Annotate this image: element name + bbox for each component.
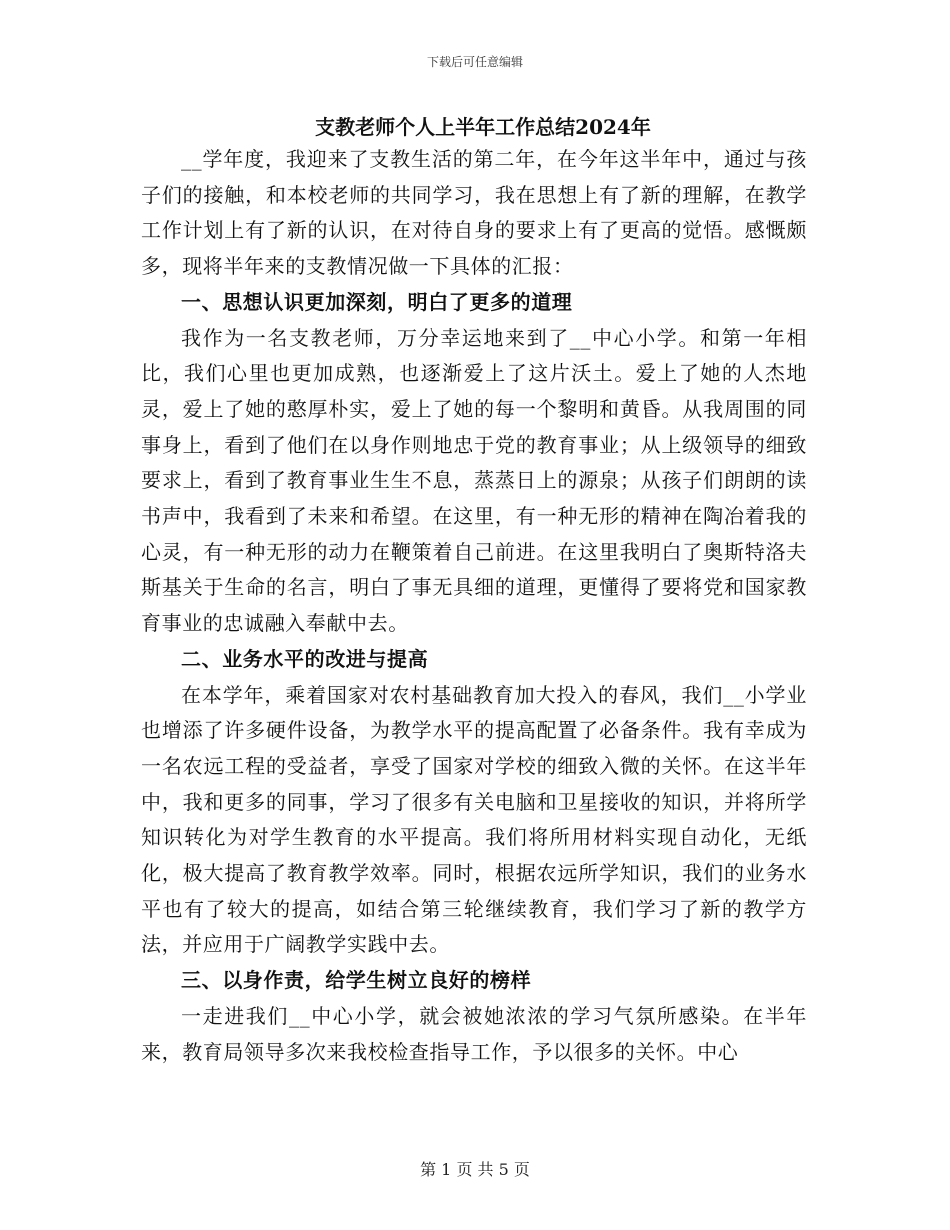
- document-title: 支教老师个人上半年工作总结2024年: [315, 115, 651, 139]
- intro-paragraph: __学年度，我迎来了支教生活的第二年，在今年这半年中，通过与孩子们的接触，和本校老师的共同学习，我在思想上有了新的理解，在教学工作计划上有了新的认识，在对待自身的要求上有了更高的觉悟。感慨颇多，现将半年来的支教情况做一下具体的汇报：: [141, 147, 807, 279]
- section-2-body: 在本学年，乘着国家对农村基础教育加大投入的春风，我们__小学业也增添了许多硬件设备，为教学水平的提高配置了必备条件。我有幸成为一名农远工程的受益者，享受了国家对学校的细致入微的关怀。在这半年中，我和更多的同事，学习了很多有关电脑和卫星接收的知识，并将所学知识转化为对学生教育的水平提高。我们将所用材料实现自动化，无纸化，极大提高了教育教学效率。同时，根据农远所学知识，我们的业务水平也有了较大的提高，如结合第三轮继续教育，我们学习了新的教学方法，并应用于广阔教学实践中去。: [141, 682, 807, 957]
- page-number: 第 1 页 共 5 页: [420, 1160, 530, 1179]
- section-1-body: 我作为一名支教老师，万分幸运地来到了__中心小学。和第一年相比，我们心里也更加成熟，也逐渐爱上了这片沃土。爱上了她的人杰地灵，爱上了她的憨厚朴实，爱上了她的每一个黎明和黄昏。从我周围的同事身上，看到了他们在以身作则地忠于党的教育事业；从上级领导的细致要求上，看到了教育事业生生不息，蒸蒸日上的源泉；从孩子们朗朗的读书声中，我看到了未来和希望。在这里，有一种无形的精神在陶冶着我的心灵，有一种无形的动力在鞭策着自己前进。在这里我明白了奥斯特洛夫斯基关于生命的名言，明白了事无具细的道理，更懂得了要将党和国家教育事业的忠诚融入奉献中去。: [141, 325, 807, 636]
- section-3-body: 一走进我们__中心小学，就会被她浓浓的学习气氛所感染。在半年来，教育局领导多次来我校检查指导工作，予以很多的关怀。中心: [141, 1003, 807, 1064]
- header-note: 下载后可任意编辑: [426, 55, 523, 69]
- document-body: [141, 112, 807, 1070]
- section-2-heading: 二、业务水平的改进与提高: [181, 646, 429, 671]
- section-3-heading: 三、以身作责，给学生树立良好的榜样: [181, 968, 532, 993]
- section-1-heading: 一、思想认识更加深刻，明白了更多的道理: [181, 289, 573, 314]
